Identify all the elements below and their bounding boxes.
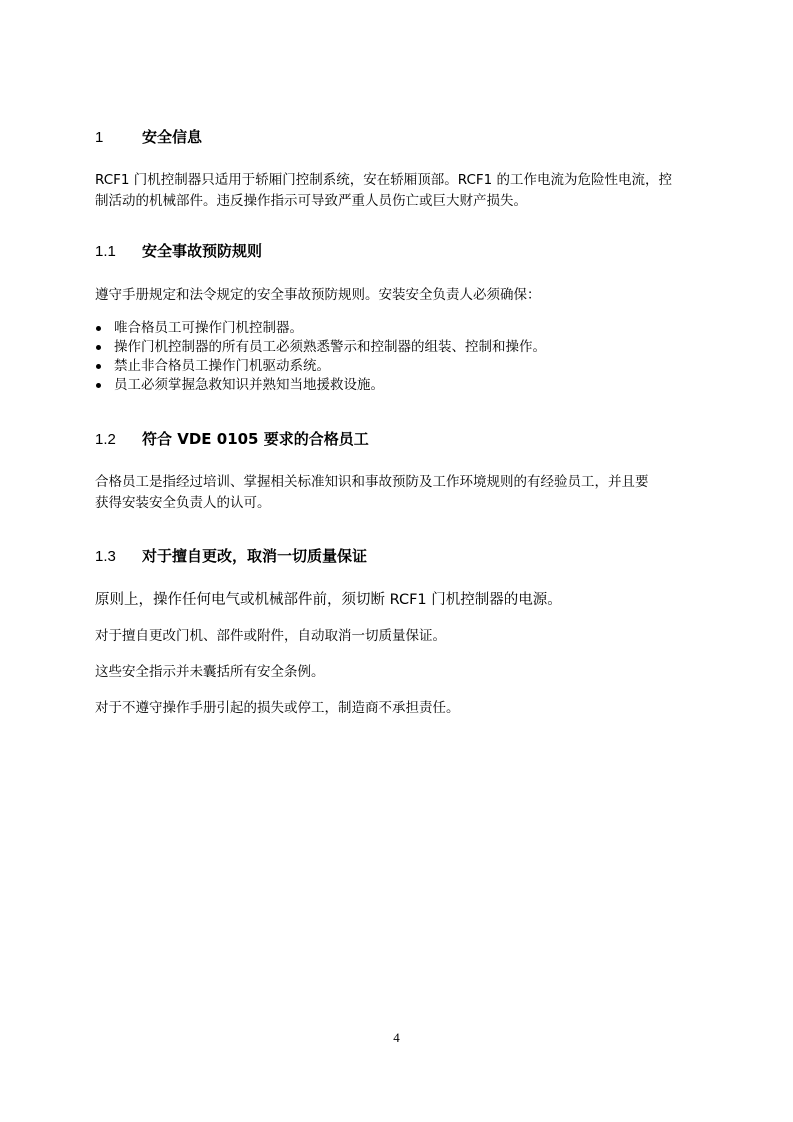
paragraph-line: 合格员工是指经过培训、掌握相关标准知识和事故预防及工作环境规则的有经验员工，并且要 — [95, 474, 649, 490]
section-title: 符合 VDE 0105 要求的合格员工 — [142, 430, 369, 448]
list-item — [95, 338, 546, 357]
page-number: 4 — [393, 1030, 400, 1045]
bullet-icon — [96, 383, 101, 388]
section-1-2-heading — [95, 429, 369, 450]
section-1-2-paragraph — [95, 472, 715, 514]
section-number: 1.1 — [95, 243, 116, 260]
paragraph-line: 对于不遵守操作手册引起的损失或停工，制造商不承担责任。 — [95, 700, 460, 716]
list-item — [95, 357, 546, 376]
paragraph-line: 这些安全指示并未囊括所有安全条例。 — [95, 664, 325, 680]
section-1-heading — [95, 127, 202, 148]
section-1-3-paragraph-3 — [95, 662, 715, 683]
paragraph-line: 对于擅自更改门机、部件或附件，自动取消一切质量保证。 — [95, 628, 446, 644]
paragraph-line: 原则上，操作任何电气或机械部件前，须切断 RCF1 门机控制器的电源。 — [95, 592, 562, 608]
list-item — [95, 376, 546, 395]
bullet-icon — [96, 345, 101, 350]
section-number: 1.2 — [95, 431, 116, 448]
list-item-text: 操作门机控制器的所有员工必须熟悉警示和控制器的组装、控制和操作。 — [114, 339, 546, 355]
paragraph-line: 制活动的机械部件。违反操作指示可导致严重人员伤亡或巨大财产损失。 — [95, 193, 527, 209]
section-title: 对于擅自更改，取消一切质量保证 — [142, 547, 368, 565]
section-1-3-paragraph-1 — [95, 590, 715, 611]
section-1-3-paragraph-2 — [95, 626, 715, 647]
section-1-3-heading — [95, 546, 367, 567]
list-item-text: 唯合格员工可操作门机控制器。 — [114, 320, 303, 336]
section-title: 安全事故预防规则 — [142, 242, 263, 260]
section-number: 1.3 — [95, 548, 116, 565]
bullet-icon — [96, 364, 101, 369]
list-item-text: 禁止非合格员工操作门机驱动系统。 — [114, 358, 330, 374]
section-1-1-intro — [95, 285, 715, 306]
paragraph-line: 遵守手册规定和法令规定的安全事故预防规则。安装安全负责人必须确保： — [95, 287, 541, 303]
list-item — [95, 319, 546, 338]
section-1-3-paragraph-4 — [95, 698, 715, 719]
paragraph-line: 获得安装安全负责人的认可。 — [95, 495, 271, 511]
paragraph-line: RCF1 门机控制器只适用于轿厢门控制系统，安在轿厢顶部。RCF1 的工作电流为危险性电流，控 — [95, 172, 673, 188]
section-1-paragraph — [95, 170, 715, 212]
list-item-text: 员工必须掌握急救知识并熟知当地援救设施。 — [114, 377, 384, 393]
section-title: 安全信息 — [142, 128, 203, 146]
section-1-1-heading — [95, 241, 262, 262]
section-number: 1 — [95, 129, 104, 146]
safety-rules-list — [95, 319, 546, 395]
bullet-icon — [96, 326, 101, 331]
